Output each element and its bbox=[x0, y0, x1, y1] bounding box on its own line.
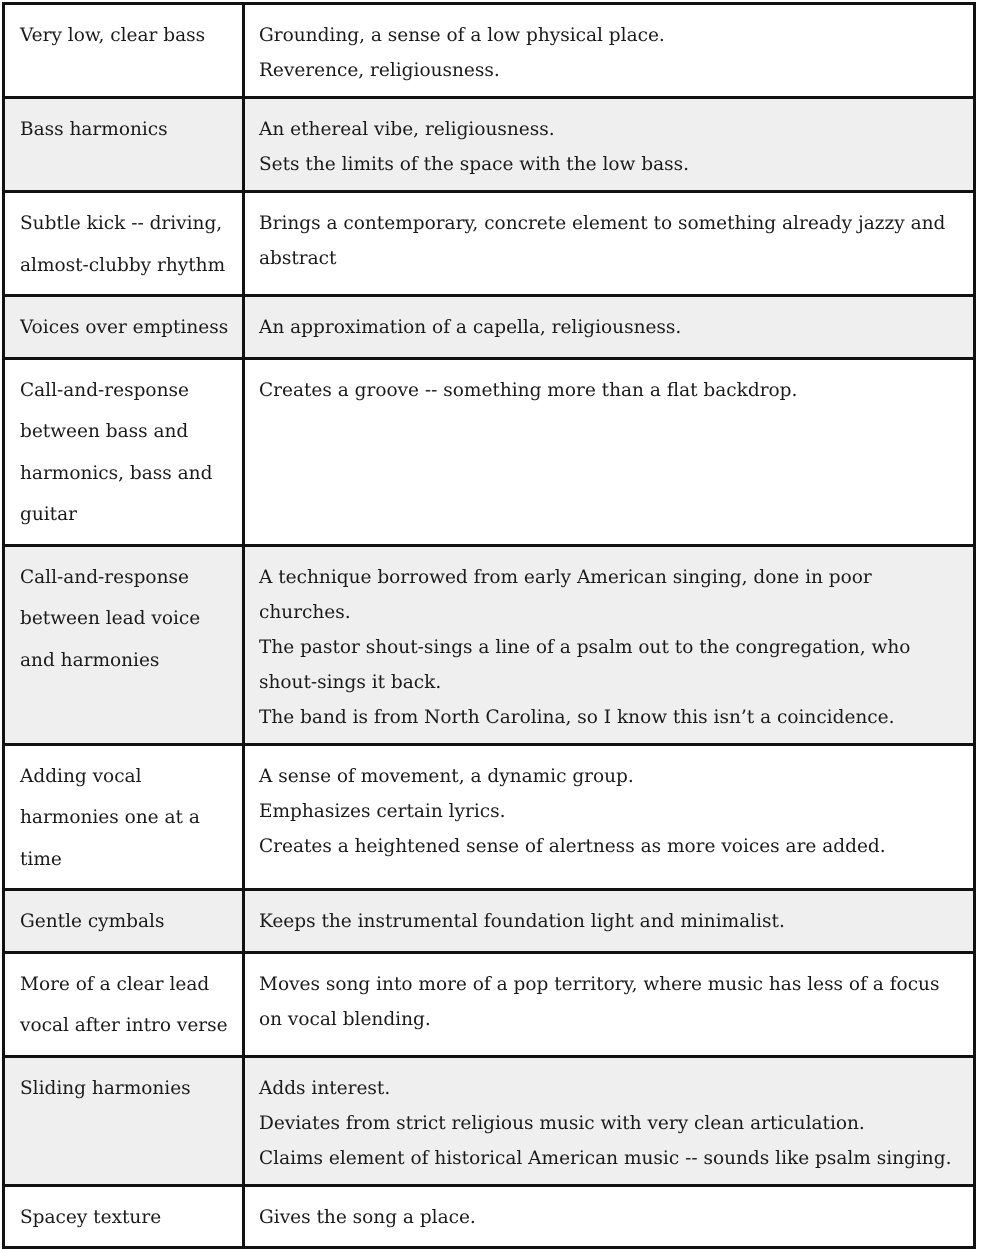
feature-cell bbox=[4, 192, 244, 296]
table-row bbox=[4, 192, 975, 296]
feature-text: More of a clear lead vocal after intro verse bbox=[20, 973, 228, 1036]
table-row bbox=[4, 744, 975, 890]
effect-line: Claims element of historical American music -- sounds like psalm singing. bbox=[259, 1147, 952, 1169]
table-row bbox=[4, 952, 975, 1056]
feature-text: Call-and-response between lead voice and harmonies bbox=[20, 566, 201, 671]
feature-cell bbox=[4, 744, 244, 890]
effect-cell bbox=[244, 744, 975, 890]
feature-text: Very low, clear bass bbox=[20, 25, 206, 46]
effect-line: The band is from North Carolina, so I know this isn’t a coincidence. bbox=[259, 706, 895, 728]
effect-line: A technique borrowed from early American singing, done in poor churches. bbox=[259, 566, 872, 623]
effect-line: Emphasizes certain lyrics. bbox=[259, 800, 506, 822]
table-row bbox=[4, 1185, 975, 1248]
effect-cell bbox=[244, 296, 975, 359]
effect-line: Grounding, a sense of a low physical place. bbox=[259, 25, 665, 46]
feature-cell bbox=[4, 98, 244, 192]
effect-cell bbox=[244, 952, 975, 1056]
feature-text: Subtle kick -- driving, almost-clubby rhythm bbox=[20, 213, 226, 276]
feature-cell bbox=[4, 1056, 244, 1185]
table-row bbox=[4, 890, 975, 953]
feature-cell bbox=[4, 890, 244, 953]
effect-cell bbox=[244, 1185, 975, 1248]
table-row bbox=[4, 545, 975, 744]
analysis-table bbox=[2, 2, 976, 1249]
table-row bbox=[4, 1056, 975, 1185]
feature-cell bbox=[4, 1185, 244, 1248]
effect-line: An approximation of a capella, religiousness. bbox=[259, 317, 682, 338]
effect-cell bbox=[244, 890, 975, 953]
feature-cell bbox=[4, 952, 244, 1056]
feature-cell bbox=[4, 545, 244, 744]
effect-line: Creates a heightened sense of alertness as more voices are added. bbox=[259, 835, 886, 857]
feature-cell bbox=[4, 296, 244, 359]
effect-cell bbox=[244, 192, 975, 296]
effect-line: Adds interest. bbox=[259, 1077, 391, 1099]
table-row bbox=[4, 358, 975, 545]
effect-line: Creates a groove -- something more than a flat backdrop. bbox=[259, 379, 798, 401]
table-row bbox=[4, 296, 975, 359]
feature-text: Bass harmonics bbox=[20, 119, 168, 140]
feature-cell bbox=[4, 358, 244, 545]
effect-line: An ethereal vibe, religiousness. bbox=[259, 119, 555, 140]
effect-line: Moves song into more of a pop territory, where music has less of a focus on vocal blending. bbox=[259, 973, 940, 1030]
analysis-table-container bbox=[2, 2, 976, 1249]
effect-line: Sets the limits of the space with the low bass. bbox=[259, 154, 689, 175]
table-row bbox=[4, 98, 975, 192]
feature-text: Sliding harmonies bbox=[20, 1077, 191, 1099]
effect-line: Deviates from strict religious music with very clean articulation. bbox=[259, 1112, 865, 1134]
feature-text: Spacey texture bbox=[20, 1206, 162, 1228]
feature-text: Adding vocal harmonies one at a time bbox=[20, 765, 200, 870]
feature-text: Call-and-response between bass and harmonics, bass and guitar bbox=[20, 379, 213, 525]
effect-cell bbox=[244, 358, 975, 545]
effect-line: Keeps the instrumental foundation light and minimalist. bbox=[259, 911, 785, 932]
effect-line: Reverence, religiousness. bbox=[259, 60, 500, 81]
effect-cell bbox=[244, 545, 975, 744]
effect-line: Gives the song a place. bbox=[259, 1206, 476, 1228]
effect-cell bbox=[244, 1056, 975, 1185]
effect-cell bbox=[244, 4, 975, 98]
effect-line: Brings a contemporary, concrete element to something already jazzy and abstract bbox=[259, 213, 946, 269]
feature-cell bbox=[4, 4, 244, 98]
effect-cell bbox=[244, 98, 975, 192]
effect-line: A sense of movement, a dynamic group. bbox=[259, 765, 634, 787]
feature-text: Voices over emptiness bbox=[20, 317, 229, 338]
feature-text: Gentle cymbals bbox=[20, 911, 165, 932]
table-row bbox=[4, 4, 975, 98]
effect-line: The pastor shout-sings a line of a psalm out to the congregation, who shout-sings it back. bbox=[259, 636, 911, 693]
